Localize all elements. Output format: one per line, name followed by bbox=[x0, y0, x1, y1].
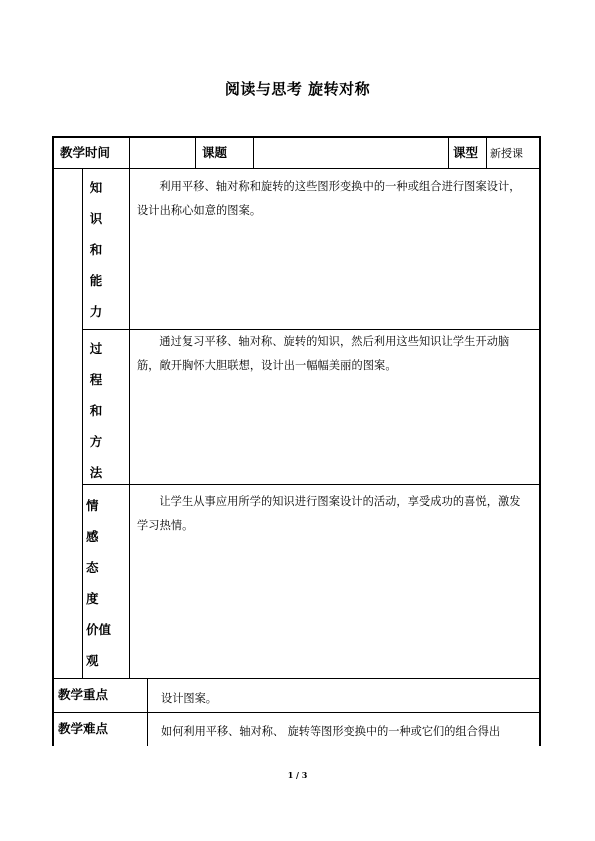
label-char: 过 bbox=[89, 341, 103, 356]
topic-label: 课题 bbox=[202, 145, 228, 160]
label-char: 态 bbox=[86, 560, 99, 575]
page-number: 1 / 3 bbox=[287, 770, 308, 780]
label-char: 价值 bbox=[86, 622, 112, 637]
lesson-type-value: 新授课 bbox=[490, 147, 523, 160]
difficulty-label: 教学难点 bbox=[58, 721, 109, 736]
key-point-text: 设计图案。 bbox=[161, 692, 217, 705]
label-char: 程 bbox=[89, 372, 103, 387]
key-point-label: 教学重点 bbox=[58, 687, 109, 702]
objective-knowledge-label bbox=[86, 172, 106, 327]
objective-process-label bbox=[86, 333, 106, 488]
objective-process-text: 通过复习平移、轴对称、旋转的知识，然后利用这些知识让学生开动脑筋，敞开胸怀大胆联想，设计出一幅幅美丽的图案。 bbox=[137, 335, 510, 372]
label-char: 和 bbox=[89, 403, 103, 418]
label-char: 知 bbox=[89, 180, 103, 195]
objective-attitude-text: 让学生从事应用所学的知识进行图案设计的活动，享受成功的喜悦，激发学习热情。 bbox=[137, 495, 521, 532]
label-char: 和 bbox=[89, 242, 103, 257]
label-char: 方 bbox=[89, 434, 103, 449]
label-char: 法 bbox=[89, 465, 103, 480]
label-char: 度 bbox=[86, 591, 99, 606]
label-char: 观 bbox=[86, 653, 99, 668]
objective-knowledge-text: 利用平移、轴对称和旋转的这些图形变换中的一种或组合进行图案设计，设计出称心如意的图案。 bbox=[137, 180, 521, 217]
label-char: 情 bbox=[86, 498, 99, 513]
label-char: 能 bbox=[89, 273, 103, 288]
teaching-time-label: 教学时间 bbox=[60, 145, 111, 160]
label-char: 力 bbox=[89, 304, 103, 319]
document-title: 阅读与思考 旋转对称 bbox=[224, 80, 371, 98]
lesson-type-label: 课型 bbox=[453, 145, 479, 160]
label-char: 感 bbox=[86, 529, 99, 544]
objective-attitude-label bbox=[86, 490, 122, 676]
label-char: 识 bbox=[89, 211, 103, 226]
difficulty-text: 如何利用平移、轴对称、 旋转等图形变换中的一种或它们的组合得出 bbox=[161, 725, 501, 738]
